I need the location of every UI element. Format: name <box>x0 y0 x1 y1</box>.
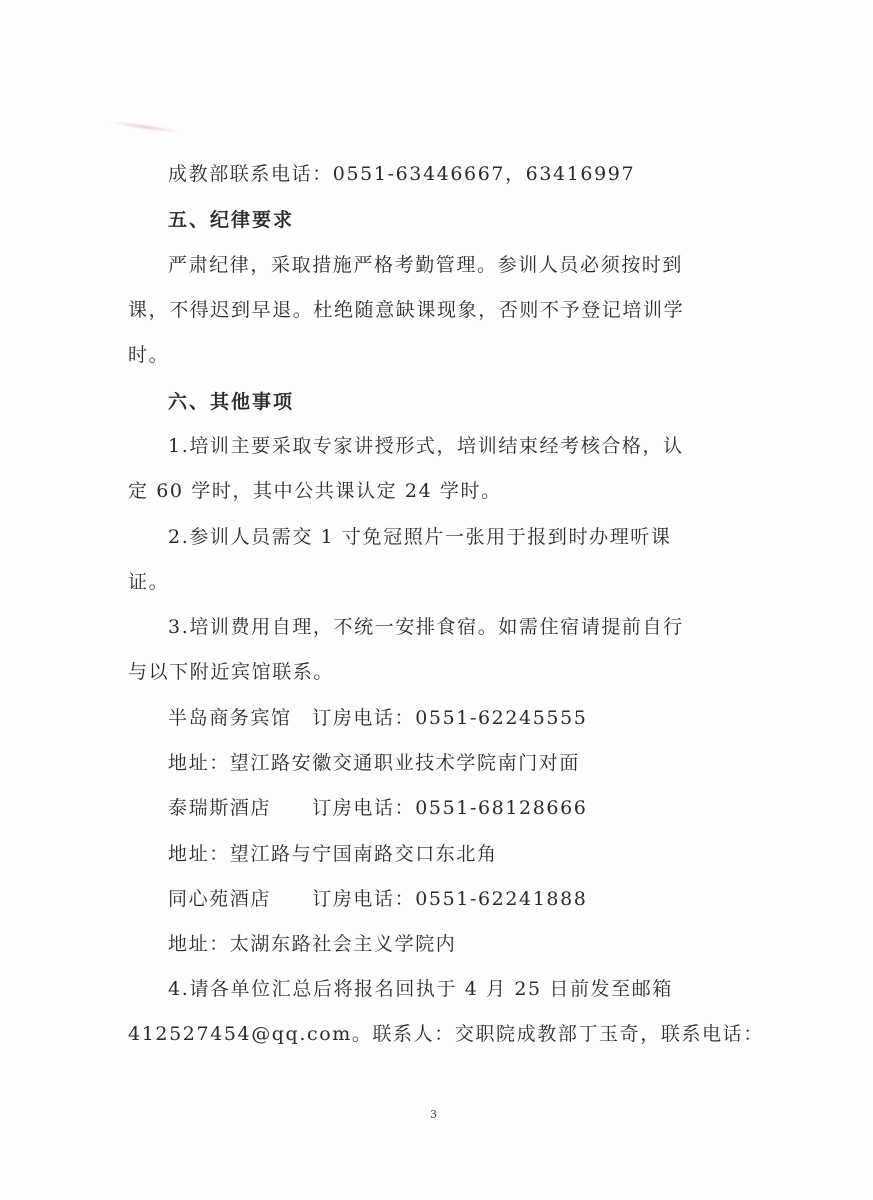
hotel-2-phone: 泰瑞斯酒店 订房电话：0551-68128666 <box>168 797 588 819</box>
ink-smudge <box>110 119 180 135</box>
list-item-2-line: 2.参训人员需交 1 寸免冠照片一张用于报到时办理听课 <box>168 526 672 548</box>
list-item-4-line: 412527454@qq.com。联系人：交职院成教部丁玉奇，联系电话： <box>128 1023 764 1045</box>
contact-phone-line: 成教部联系电话：0551-63446667，63416997 <box>168 163 636 185</box>
paragraph-line: 时。 <box>128 344 170 366</box>
section-heading-discipline: 五、纪律要求 <box>168 209 295 231</box>
hotel-3-address: 地址：太湖东路社会主义学院内 <box>168 933 457 955</box>
list-item-1-line: 1.培训主要采取专家讲授形式，培训结束经考核合格，认 <box>168 435 684 457</box>
list-item-4-line: 4.请各单位汇总后将报名回执于 4 月 25 日前发至邮箱 <box>168 978 673 1000</box>
hotel-2-address: 地址：望江路与宁国南路交口东北角 <box>168 843 498 865</box>
paragraph-line: 严肃纪律，采取措施严格考勤管理。参训人员必须按时到 <box>168 254 684 276</box>
list-item-3-line: 与以下附近宾馆联系。 <box>128 661 335 683</box>
hotel-1-address: 地址：望江路安徽交通职业技术学院南门对面 <box>168 752 581 774</box>
page-number: 3 <box>430 1108 437 1121</box>
list-item-1-line: 定 60 学时，其中公共课认定 24 学时。 <box>128 480 502 502</box>
paragraph-line: 课，不得迟到早退。杜绝随意缺课现象，否则不予登记培训学 <box>128 299 685 321</box>
hotel-3-phone: 同心苑酒店 订房电话：0551-62241888 <box>168 888 588 910</box>
list-item-3-line: 3.培训费用自理，不统一安排食宿。如需住宿请提前自行 <box>168 616 684 638</box>
hotel-1-phone: 半岛商务宾馆 订房电话：0551-62245555 <box>168 707 588 729</box>
section-heading-other: 六、其他事项 <box>168 391 295 413</box>
list-item-2-line: 证。 <box>128 571 170 593</box>
